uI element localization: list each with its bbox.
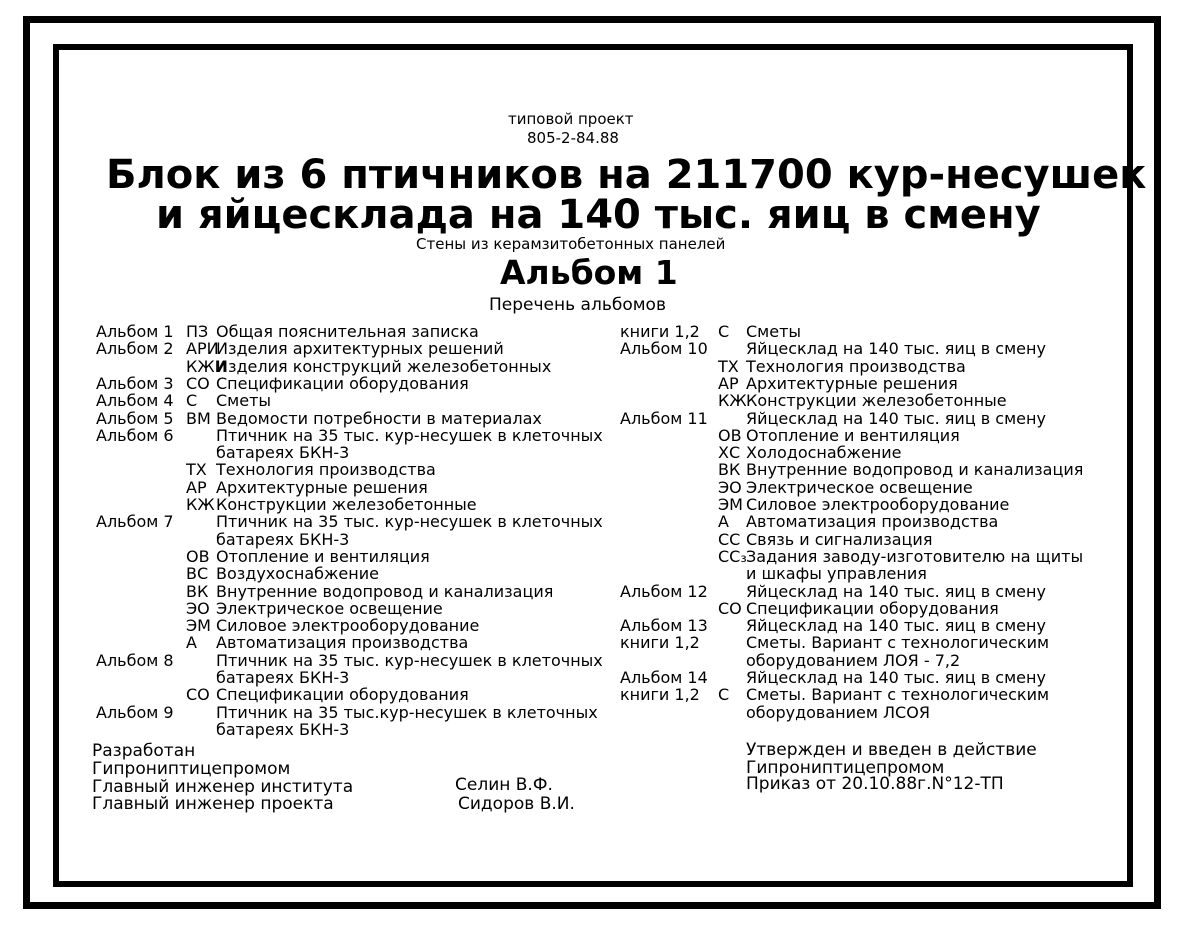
album-label: книги 1,2 bbox=[620, 322, 700, 341]
list-item bbox=[620, 704, 1120, 721]
list-item bbox=[96, 652, 616, 669]
list-item bbox=[620, 669, 1120, 686]
section-code: С bbox=[186, 391, 198, 411]
section-title: Сметы bbox=[216, 391, 272, 411]
section-title: Птичник на 35 тыс. кур-несушек в клеточных bbox=[216, 512, 603, 532]
list-item bbox=[96, 375, 616, 392]
list-item bbox=[96, 704, 616, 721]
title-line-2: и яйцесклада на 140 тыс. яиц в смену bbox=[156, 192, 1041, 238]
album-label: Альбом 10 bbox=[620, 339, 708, 359]
approved-org: Гипрониптицепромом bbox=[746, 758, 945, 778]
section-title: Спецификации оборудования bbox=[216, 685, 469, 705]
section-code: СС₃ bbox=[718, 546, 747, 566]
section-title: Конструкции железобетонные bbox=[746, 391, 1007, 411]
album-label: Альбом 4 bbox=[96, 391, 174, 411]
section-code: ВС bbox=[186, 564, 209, 584]
section-title: Технология производства bbox=[216, 460, 436, 480]
section-title: оборудованием ЛОЯ - 7,2 bbox=[746, 650, 961, 670]
list-item bbox=[96, 479, 616, 496]
album-label: Альбом 13 bbox=[620, 616, 708, 636]
list-item bbox=[620, 548, 1120, 565]
approved-order: Приказ от 20.10.88г.N°12-ТП bbox=[746, 774, 1004, 794]
section-title: Архитектурные решения bbox=[746, 373, 958, 393]
section-code: СО bbox=[186, 373, 210, 393]
section-code: ЭО bbox=[718, 477, 742, 497]
section-title: Холодоснабжение bbox=[746, 443, 902, 463]
album-label: книги 1,2 bbox=[620, 633, 700, 653]
section-code: С bbox=[718, 685, 730, 705]
album-label: Альбом 2 bbox=[96, 339, 174, 359]
section-code: ТХ bbox=[186, 460, 207, 480]
list-item bbox=[620, 531, 1120, 548]
list-item bbox=[620, 340, 1120, 357]
list-item bbox=[620, 600, 1120, 617]
section-title: Архитектурные решения bbox=[216, 477, 428, 497]
credit-org: Гипрониптицепромом bbox=[92, 759, 291, 779]
section-title: Спецификации оборудования bbox=[216, 373, 469, 393]
list-item bbox=[96, 634, 616, 651]
section-code: ОВ bbox=[718, 425, 742, 445]
credit-developed: Разработан bbox=[92, 741, 196, 761]
list-item bbox=[96, 600, 616, 617]
list-item bbox=[96, 686, 616, 703]
section-title: Яйцесклад на 140 тыс. яиц в смену bbox=[746, 668, 1046, 687]
section-code: ХС bbox=[718, 443, 741, 463]
section-code: ВМ bbox=[186, 408, 211, 428]
section-title: Отопление и вентиляция bbox=[216, 546, 430, 566]
list-item bbox=[620, 375, 1120, 392]
section-title: Яйцесклад на 140 тыс. яиц в смену bbox=[746, 408, 1046, 428]
section-title: Автоматизация производства bbox=[746, 512, 999, 532]
credit-name-2: Сидоров В.И. bbox=[458, 794, 575, 814]
section-title: Задания заводу-изготовителю на щиты bbox=[746, 546, 1084, 566]
list-item bbox=[620, 513, 1120, 530]
section-code: ВК bbox=[186, 581, 209, 601]
right-album-list bbox=[620, 323, 1120, 723]
album-label: Альбом 8 bbox=[96, 650, 174, 670]
section-title: Птичник на 35 тыс. кур-несушек в клеточных bbox=[216, 425, 603, 445]
album-label: Альбом 6 bbox=[96, 425, 174, 445]
section-title: Яйцесклад на 140 тыс. яиц в смену bbox=[746, 581, 1046, 601]
section-title: и шкафы управления bbox=[746, 564, 927, 584]
section-title: батареях БКН-3 bbox=[216, 719, 350, 739]
list-item bbox=[96, 496, 616, 513]
section-title: Яйцесклад на 140 тыс. яиц в смену bbox=[746, 616, 1046, 636]
section-code: А bbox=[718, 512, 729, 532]
album-label: Альбом 3 bbox=[96, 373, 174, 393]
list-item bbox=[96, 531, 616, 548]
list-item bbox=[620, 565, 1120, 582]
section-code: А bbox=[186, 633, 197, 653]
section-title: Яйцесклад на 140 тыс. яиц в смену bbox=[746, 339, 1046, 359]
section-title: Конструкции железобетонные bbox=[216, 495, 477, 514]
list-item bbox=[96, 461, 616, 478]
list-item bbox=[620, 392, 1120, 409]
list-item bbox=[620, 461, 1120, 478]
section-title: Спецификации оборудования bbox=[746, 598, 999, 618]
section-title: Сметы. Вариант с технологическим bbox=[746, 633, 1050, 653]
album-label: Альбом 1 bbox=[96, 322, 174, 341]
section-code: АР bbox=[186, 477, 207, 497]
list-item bbox=[620, 427, 1120, 444]
section-title: Автоматизация производства bbox=[216, 633, 469, 653]
section-title: Изделия конструкций железобетонных bbox=[216, 356, 552, 376]
section-title: Силовое электрооборудование bbox=[216, 616, 480, 636]
credit-chief-project: Главный инженер проекта bbox=[92, 794, 334, 814]
list-item bbox=[620, 479, 1120, 496]
section-title: Сметы bbox=[746, 322, 802, 341]
section-title: Изделия архитектурных решений bbox=[216, 339, 504, 359]
list-item bbox=[620, 444, 1120, 461]
section-code: СО bbox=[718, 598, 742, 618]
section-title: батареях БКН-3 bbox=[216, 529, 350, 549]
section-code: АРИ bbox=[186, 339, 219, 359]
section-title: Силовое электрооборудование bbox=[746, 495, 1010, 514]
list-item bbox=[96, 444, 616, 461]
list-item bbox=[96, 583, 616, 600]
album-label: Альбом 11 bbox=[620, 408, 708, 428]
list-item bbox=[620, 652, 1120, 669]
project-number: 805-2-84.88 bbox=[527, 129, 619, 147]
list-item bbox=[620, 323, 1120, 340]
project-type: типовой проект bbox=[508, 110, 634, 128]
list-item bbox=[620, 617, 1120, 634]
list-item bbox=[620, 686, 1120, 703]
album-label: Альбом 9 bbox=[96, 702, 174, 722]
list-item bbox=[96, 392, 616, 409]
list-item bbox=[96, 721, 616, 738]
section-title: Общая пояснительная записка bbox=[216, 322, 479, 341]
approved-line: Утвержден и введен в действие bbox=[746, 740, 1037, 760]
section-title: Отопление и вентиляция bbox=[746, 425, 960, 445]
list-item bbox=[620, 410, 1120, 427]
list-item bbox=[96, 358, 616, 375]
list-item bbox=[96, 548, 616, 565]
section-code: СС bbox=[718, 529, 741, 549]
list-item bbox=[96, 669, 616, 686]
section-code: КЖ bbox=[718, 391, 747, 411]
title-line-1: Блок из 6 птичников на 211700 кур-несушек bbox=[106, 152, 1147, 198]
credit-chief-institute: Главный инженер института bbox=[92, 777, 354, 797]
section-title: Воздухоснабжение bbox=[216, 564, 379, 584]
album-label: Альбом 12 bbox=[620, 581, 708, 601]
section-code: ЭМ bbox=[186, 616, 211, 636]
section-code: ЭО bbox=[186, 598, 210, 618]
section-code: С bbox=[718, 322, 730, 341]
album-label: Альбом 14 bbox=[620, 668, 708, 687]
section-code: ЭМ bbox=[718, 495, 743, 514]
section-code: ТХ bbox=[718, 356, 739, 376]
album-label: книги 1,2 bbox=[620, 685, 700, 705]
album-label: Альбом 7 bbox=[96, 512, 174, 532]
subtitle: Стены из керамзитобетонных панелей bbox=[416, 235, 726, 253]
section-code: КЖ bbox=[186, 495, 215, 514]
section-title: Ведомости потребности в материалах bbox=[216, 408, 542, 428]
section-code: АР bbox=[718, 373, 739, 393]
section-title: батареях БКН-3 bbox=[216, 668, 350, 687]
list-item bbox=[96, 410, 616, 427]
section-code: ОВ bbox=[186, 546, 210, 566]
list-item bbox=[96, 323, 616, 340]
section-code: ВК bbox=[718, 460, 741, 480]
section-title: Связь и сигнализация bbox=[746, 529, 933, 549]
list-heading: Перечень альбомов bbox=[489, 295, 666, 315]
section-title: оборудованием ЛСОЯ bbox=[746, 702, 930, 722]
album-title: Альбом 1 bbox=[500, 253, 678, 292]
section-title: Электрическое освещение bbox=[216, 598, 443, 618]
section-title: Внутренние водопровод и канализация bbox=[216, 581, 554, 601]
list-item bbox=[620, 496, 1120, 513]
list-item bbox=[96, 565, 616, 582]
section-title: Птичник на 35 тыс.кур-несушек в клеточных bbox=[216, 702, 598, 722]
list-item bbox=[620, 358, 1120, 375]
list-item bbox=[96, 340, 616, 357]
section-title: Птичник на 35 тыс. кур-несушек в клеточных bbox=[216, 650, 603, 670]
section-title: Внутренние водопровод и канализация bbox=[746, 460, 1084, 480]
credit-name-1: Селин В.Ф. bbox=[455, 775, 553, 795]
section-title: Сметы. Вариант с технологическим bbox=[746, 685, 1050, 705]
section-title: батареях БКН-3 bbox=[216, 443, 350, 463]
list-item bbox=[620, 583, 1120, 600]
list-item bbox=[96, 513, 616, 530]
section-title: Электрическое освещение bbox=[746, 477, 973, 497]
list-item bbox=[96, 617, 616, 634]
section-code: СО bbox=[186, 685, 210, 705]
left-album-list bbox=[96, 323, 616, 743]
album-label: Альбом 5 bbox=[96, 408, 174, 428]
section-code: КЖИ bbox=[186, 356, 227, 376]
list-item bbox=[96, 427, 616, 444]
section-code: ПЗ bbox=[186, 322, 209, 341]
list-item bbox=[620, 634, 1120, 651]
section-title: Технология производства bbox=[746, 356, 966, 376]
